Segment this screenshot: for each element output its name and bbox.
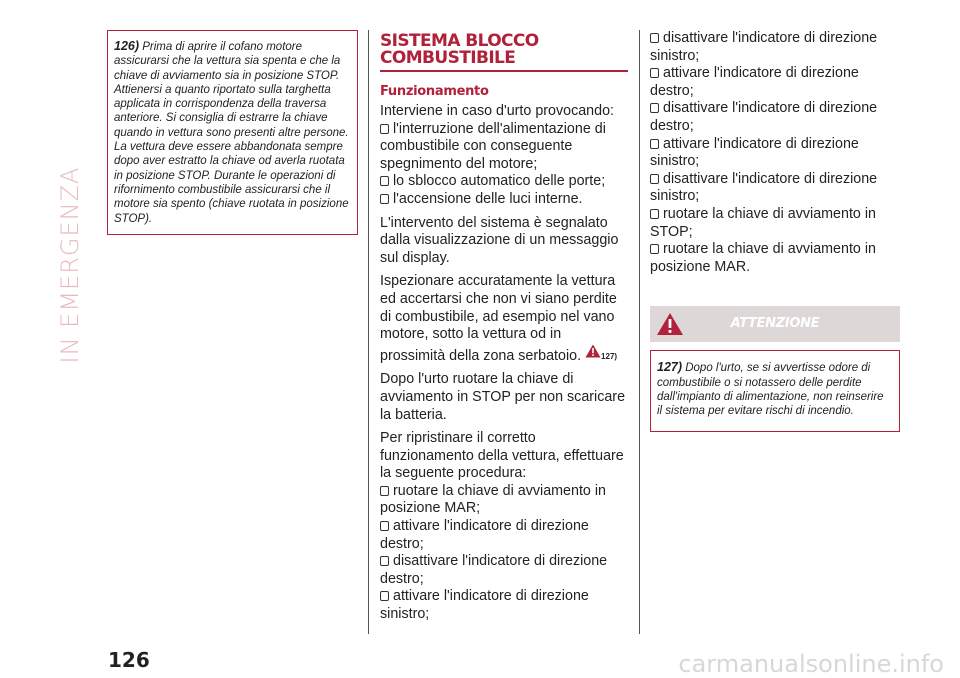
list-item: ruotare la chiave di avviamento in posizione MAR; xyxy=(380,482,606,517)
subsection-title: Funzionamento xyxy=(380,84,489,99)
warning-reference: 127) xyxy=(601,351,618,361)
checkbox-bullet-icon xyxy=(650,139,659,149)
side-tab xyxy=(50,30,90,500)
checkbox-bullet-icon xyxy=(380,521,389,531)
title-rule xyxy=(380,70,628,72)
section-title-line-2: COMBUSTIBILE xyxy=(380,48,516,68)
side-tab-label: IN EMERGENZA xyxy=(56,166,84,364)
list-item: attivare l'indicatore di direzione destro; xyxy=(380,518,589,552)
list-item: attivare l'indicatore di direzione sinistro; xyxy=(380,588,589,623)
column-divider-1 xyxy=(368,30,369,634)
warning-text: Dopo l'urto, se si avvertisse odore di combustibile o si notassero delle perdite dall'impianto di alimentazione, non reinserire il sistema per evitare rischi di incendio. xyxy=(657,362,884,418)
section-title xyxy=(380,33,628,67)
warning-triangle-icon xyxy=(585,344,601,364)
signal-paragraph: L'intervento del sistema è segnalato dalla visualizzazione di un messaggio sul display. xyxy=(380,214,619,266)
checkbox-bullet-icon xyxy=(380,194,389,204)
restore-paragraph: Per ripristinare il corretto funzionamento della vettura, effettuare la seguente procedura: xyxy=(380,430,624,482)
column-divider-2 xyxy=(639,30,640,634)
watermark: carmanualsonline.info xyxy=(678,650,944,678)
checkbox-bullet-icon xyxy=(650,68,659,78)
warning-label: ATTENZIONE xyxy=(730,316,820,332)
list-item: l'accensione delle luci interne. xyxy=(380,191,628,209)
list-item: attivare l'indicatore di direzione destro; xyxy=(650,65,859,99)
list-item: disattivare l'indicatore di direzione sinistro; xyxy=(650,170,878,205)
page-number: 126 xyxy=(108,648,150,672)
checkbox-bullet-icon xyxy=(650,244,659,254)
intro-paragraph: Interviene in caso d'urto provocando: xyxy=(380,103,615,119)
section-title-line-1: SISTEMA BLOCCO xyxy=(380,31,539,51)
warning-box xyxy=(650,350,900,431)
list-item: l'interruzione dell'alimentazione di combustibile con conseguente spegnimento del motore; xyxy=(380,120,606,172)
after-impact-paragraph: Dopo l'urto ruotare la chiave di avviamento in STOP per non scaricare la batteria. xyxy=(380,371,626,423)
checkbox-bullet-icon xyxy=(650,33,659,43)
checkbox-bullet-icon xyxy=(380,124,389,134)
warning-number: 127) xyxy=(657,360,683,375)
checkbox-bullet-icon xyxy=(380,556,389,566)
checkbox-bullet-icon xyxy=(380,176,389,186)
checkbox-bullet-icon xyxy=(650,209,659,219)
warning-header xyxy=(650,306,900,342)
effects-list xyxy=(380,121,628,209)
column-3 xyxy=(650,30,900,432)
note-126-text: Prima di aprire il cofano motore assicurarsi che la vettura sia spenta e che la chiave di avviamento sia in posizione STOP. Attienersi a quanto riportato sulla targhetta applicata in corrispondenza della traversa anteriore. Si consiglia di estrarre la chiave quando in vettura sono presenti altre persone. La vettura deve essere abbandonata sempre dopo aver estratto la chiave od averla ruotata in posizione STOP. Durante le operazioni di rifornimento combustibile assicurarsi che il motore sia spento (chiave ruotata in posizione STOP). xyxy=(114,41,349,225)
note-126-box xyxy=(107,30,358,235)
checkbox-bullet-icon xyxy=(650,174,659,184)
note-126-number: 126) xyxy=(114,39,140,53)
checkbox-bullet-icon xyxy=(380,486,389,496)
list-item: disattivare l'indicatore di direzione destro; xyxy=(650,100,878,134)
list-item: ruotare la chiave di avviamento in posizione MAR. xyxy=(650,241,876,275)
procedure-list-part-2 xyxy=(650,30,900,276)
column-2 xyxy=(380,30,628,630)
procedure-list-part-1 xyxy=(380,483,628,624)
checkbox-bullet-icon xyxy=(650,103,659,113)
column-1 xyxy=(107,30,358,235)
list-item: lo sblocco automatico delle porte; xyxy=(380,173,628,191)
checkbox-bullet-icon xyxy=(380,591,389,601)
inspect-paragraph: Ispezionare accuratamente la vettura ed accertarsi che non vi siano perdite di combustibile, ad esempio nel vano motore, sotto la vettura od in prossimità della zona serbatoio. 127) xyxy=(380,273,618,364)
list-item: disattivare l'indicatore di direzione sinistro; xyxy=(650,30,878,64)
list-item: ruotare la chiave di avviamento in STOP; xyxy=(650,205,876,240)
list-item: attivare l'indicatore di direzione sinistro; xyxy=(650,135,859,170)
list-item: disattivare l'indicatore di direzione destro; xyxy=(380,553,608,587)
